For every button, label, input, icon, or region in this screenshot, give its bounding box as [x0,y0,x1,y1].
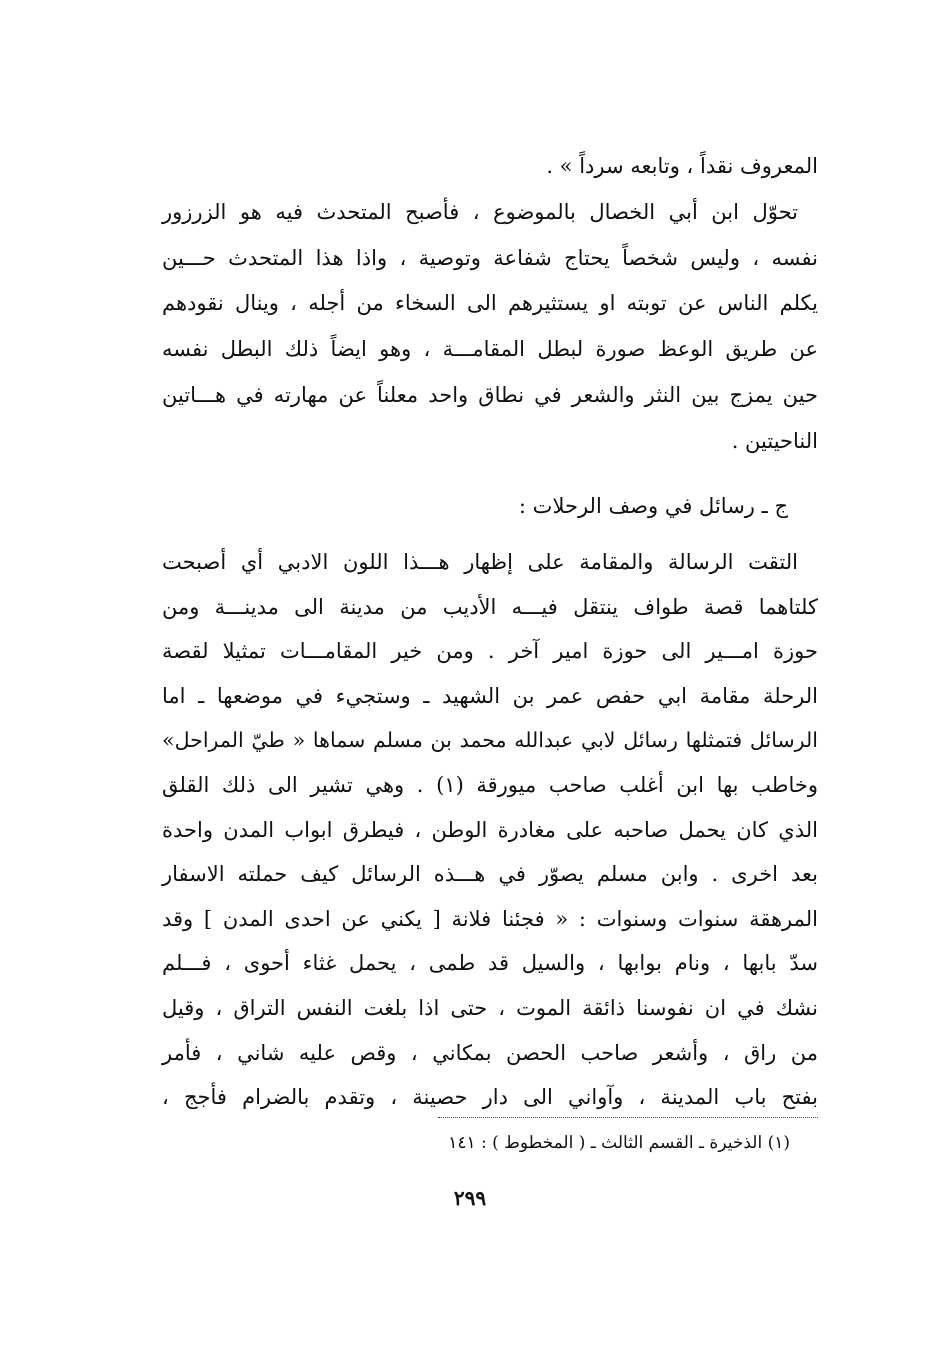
text-line: بفتح باب المدينة ، وآواني الى دار حصينة ، وتقدم بالضرام فأجج ، [162,1085,818,1110]
text-line: كلتاهما قصة طواف ينتقل فيـــه الأديب من مدينة الى مدينـــة ومن [162,594,818,619]
text-line: الذي كان يحمل صاحبه على مغادرة الوطن ، فيطرق ابواب المدن واحدة [162,817,818,842]
paragraph-zarzur [162,190,818,464]
text-line: تحوّل ابن أبي الخصال بالموضوع ، فأصبح المتحدث فيه هو الزرزور [162,200,798,224]
section-heading: ج ـ رسائل في وصف الرحلات : [518,494,788,518]
text-line: نفسه ، وليس شخصاً يحتاج شفاعة وتوصية ، واذا هذا المتحدث حـــين [162,245,818,270]
page-number: ٢٩٩ [453,1186,487,1210]
text-line: يكلم الناس عن توبته او يستثيرهم الى السخاء من أجله ، وينال نقودهم [162,291,818,316]
text-line: المعروف نقداً ، وتابعه سرداً » . [546,154,818,178]
paragraph-continuation [162,144,818,190]
text-line: حين يمزج بين النثر والشعر في نطاق واحد معلناً عن مهارته في هـــاتين [162,382,818,407]
text-line: من راق ، وأشعر صاحب الحصن بمكاني ، وقص عليه شاني ، فأمر [162,1040,818,1065]
text-line: الناحيتين . [731,428,818,453]
text-line: الرسائل فتمثلها رسائل لابي عبدالله محمد بن مسلم سماها « طيّ المراحل» [162,728,818,753]
footnote-separator [438,1117,818,1118]
text-line: نشك في ان نفوسنا ذائقة الموت ، حتى اذا بلغت النفس التراق ، وقيل [162,995,818,1020]
paragraph-travel-letters [162,540,818,1120]
text-line: وخاطب بها ابن أغلب صاحب ميورقة (١) . وهي تشير الى ذلك القلق [162,772,818,797]
text-line: عن طريق الوعظ صورة لبطل المقامـــة ، وهو ايضاً ذلك البطل نفسه [162,337,818,362]
text-line: المرهقة سنوات وسنوات : « فجئنا فلانة [ يكني عن احدى المدن ] وقد [162,906,818,931]
text-line: الرحلة مقامة ابي حفص عمر بن الشهيد ـ وستجيء في موضعها ـ اما [162,683,818,708]
text-line: حوزة امـــير الى حوزة امير آخر . ومن خير المقامـــات تمثيلا لقصة [162,639,818,664]
text-line: بعد اخرى . وابن مسلم يصوّر في هـــذه الرسائل كيف حملته الاسفار [162,862,818,887]
footnote: (١) الذخيرة ـ القسم الثالث ـ ( المخطوط ) : ١٤١ [448,1133,790,1153]
text-line: سدّ بابها ، ونام بوابها ، والسيل قد طمى ، يحمل غثاء أحوى ، فـــلم [162,951,818,976]
text-line: التقت الرسالة والمقامة على إظهار هـــذا اللون الادبي أي أصبحت [162,550,798,574]
